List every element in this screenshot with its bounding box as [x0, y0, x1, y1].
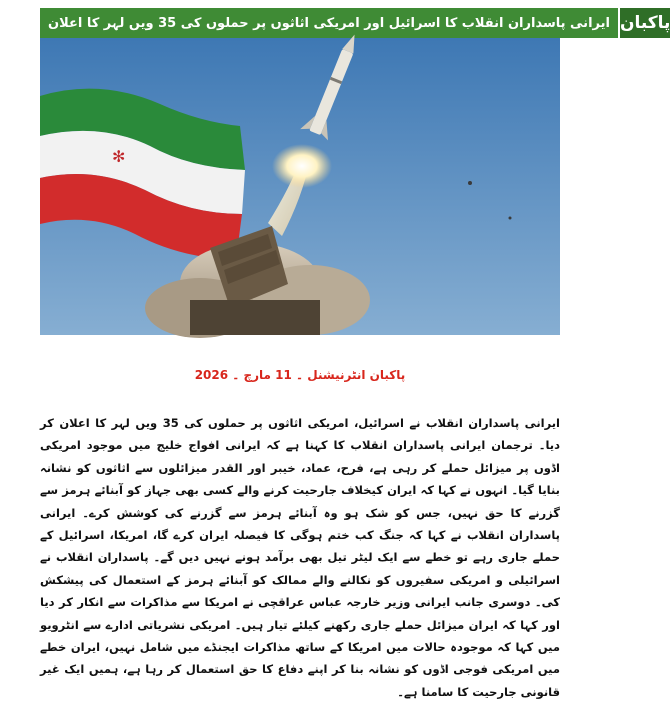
- svg-text:✻: ✻: [112, 147, 126, 166]
- headline: ایرانی پاسداران انقلاب کا اسرائیل اور امریکی اثاثوں پر حملوں کی 35 ویں لہر کا اعلان: [40, 8, 618, 38]
- exhaust-glow: [272, 144, 332, 188]
- dateline: پاکبان انٹرنیشنل ۔ 11 مارچ ۔ 2026: [194, 368, 406, 382]
- article-body: ایرانی پاسداران انقلاب نے اسرائیل، امریکی اثاثوں پر حملوں کی 35 ویں لہر کا اعلان کر دیا۔ ترجمان ایرانی پاسداران انقلاب کا کہنا ہے کہ ایرانی افواج خلیج میں موجود امریکی اڈوں پر میزائل حملے کر رہی ہے، فرح، عماد، خیبر اور القدر میزائلوں سے اثاثوں کو نشانہ بنایا گیا۔ انہوں نے کہا کہ ایران کیخلاف جارحیت کرنے والے کسی بھی جہاز کو آبنائے ہرمز سے گزرنے کا حق نہیں، جس کو شک ہو وہ آبنائے ہرمز سے گزرنے کی کوشش کرے۔ ایرانی پاسداران انقلاب نے کہا کہ جنگ کب ختم ہوگی کا فیصلہ ایران کرے گا، امریکا، اسرائیل کے حملے جاری رہے تو خطے سے ایک لیٹر تیل بھی برآمد ہونے نہیں دیں گے۔ پاسداران انقلاب نے اسرائیلی و امریکی سفیروں کو نکالنے والے ممالک کو آبنائے ہرمز کے استعمال کی پیشکش کی۔ دوسری جانب ایرانی وزیر خارجہ عباس عراقچی نے امریکا سے مذاکرات سے انکار کر دیا اور کہا کہ ایران میزائل حملے جاری رکھنے کیلئے تیار ہیں۔ امریکی نشریاتی ادارے سے انٹرویو میں کہا کہ موجودہ حالات میں امریکا کے ساتھ مذاکرات ایجنڈے میں شامل نہیں، ایران خطے میں امریکی فوجی اڈوں کو نشانہ بنا کر اپنے دفاع کا حق استعمال کر رہا ہے، ہمیں ایک غیر قانونی جارحیت کا سامنا ہے۔: [40, 416, 560, 699]
- article-photo: [40, 38, 560, 335]
- article-header: [40, 8, 670, 38]
- brand-logo: پاکبان: [618, 8, 670, 38]
